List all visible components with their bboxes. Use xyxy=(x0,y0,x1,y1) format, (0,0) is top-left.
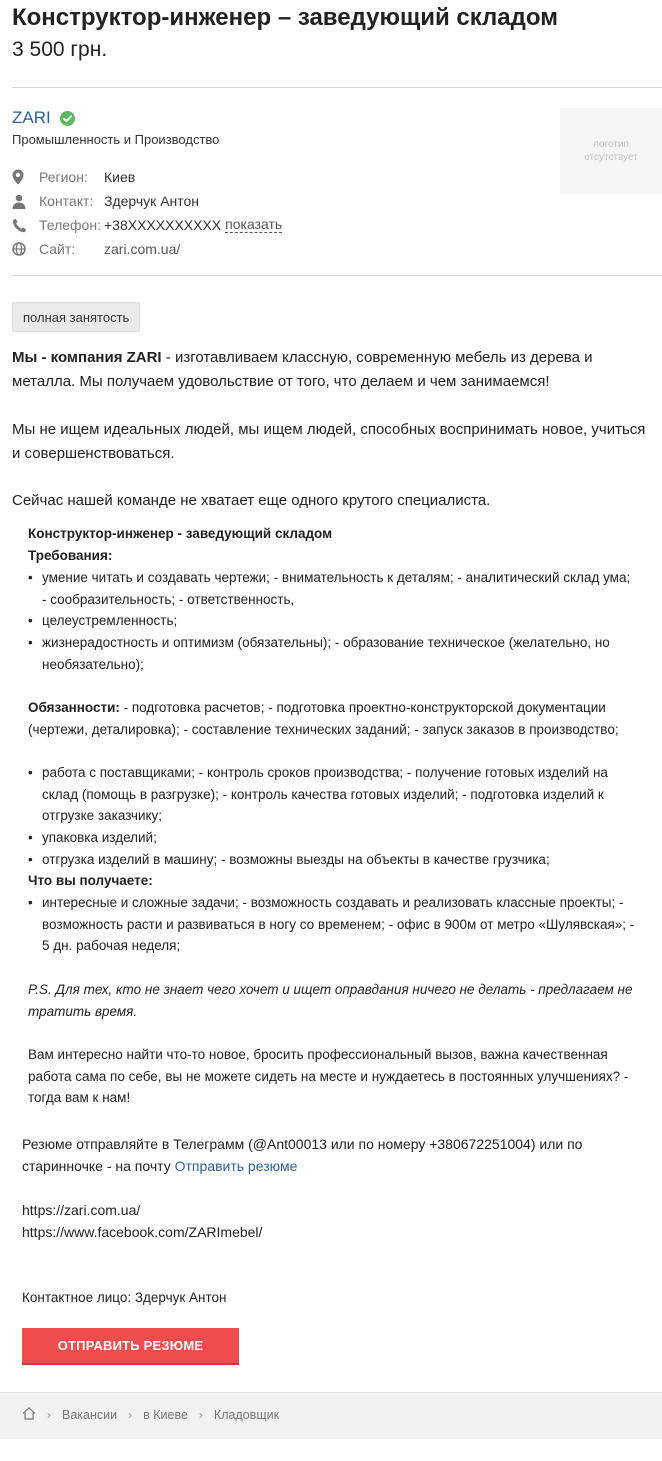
list-item: • умение читать и создавать чертежи; - внимательность к деталям; - аналитический склад ума; - сообразительность; - ответственность, xyxy=(28,567,638,610)
intro-rest: - изготавливаем классную, современную мебель из дерева и металла. Мы получаем удовольствие от того, что делаем и чем занимаемся! xyxy=(12,349,593,390)
website-link[interactable]: https://zari.com.ua/ xyxy=(22,1202,141,1218)
intro-paragraph xyxy=(12,346,652,394)
person-icon xyxy=(12,193,32,209)
region-label: Регион: xyxy=(39,169,88,185)
site-row xyxy=(12,239,180,259)
company-name-link[interactable]: ZARI xyxy=(12,108,51,127)
send-resume-link[interactable]: Отправить резюме xyxy=(174,1158,298,1174)
resume-paragraph xyxy=(22,1133,642,1177)
duties-heading: Обязанности: xyxy=(28,700,120,715)
list-item: • работа с поставщиками; - контроль сроков производства; - получение готовых изделий на склад (помощь в разгрузке); - контроль качества готовых изделий; - подготовка изделий к отгрузке заказчику; xyxy=(28,762,638,827)
chevron-right-icon: › xyxy=(47,1408,51,1422)
show-phone-link[interactable]: показать xyxy=(225,216,283,232)
intro-bold: Мы - компания ZARI xyxy=(12,349,162,366)
duties-intro: - подготовка расчетов; - подготовка проектно-конструкторской документации (чертежи, деталировка); - составление технических заданий; - запуск заказов в производство; xyxy=(28,700,619,737)
breadcrumb xyxy=(22,1404,279,1426)
company-industry: Промышленность и Производство xyxy=(12,132,220,147)
site-link[interactable]: zari.com.ua/ xyxy=(104,241,181,257)
region-row xyxy=(12,167,135,187)
requirements-heading: Требования: xyxy=(28,548,113,563)
contact-row xyxy=(12,191,199,211)
region-value: Киев xyxy=(104,169,136,185)
phone-row xyxy=(12,215,282,235)
list-item: • упаковка изделий; xyxy=(28,827,638,849)
phone-value: +38XXXXXXXXXX xyxy=(104,217,222,233)
employment-type-badge: полная занятость xyxy=(12,302,140,332)
company-logo-placeholder xyxy=(560,108,662,194)
chevron-right-icon: › xyxy=(198,1408,203,1422)
breadcrumb-item[interactable]: в Киеве xyxy=(143,1408,188,1422)
contact-value: Здерчук Антон xyxy=(104,193,200,209)
facebook-link[interactable]: https://www.facebook.com/ZARImebel/ xyxy=(22,1224,263,1240)
divider xyxy=(12,87,662,88)
home-icon[interactable] xyxy=(22,1407,36,1423)
position-heading: Конструктор-инженер - заведующий складом xyxy=(28,526,333,541)
list-item: • интересные и сложные задачи; - возможность создавать и реализовать классные проекты; - возможность расти и развиваться в ногу со временем; - офис в 900м от метро «Шулявская»; - 5 дн. рабочая неделя; xyxy=(28,892,638,957)
paragraph: Мы не ищем идеальных людей, мы ищем людей, способных воспринимать новое, учиться и совершенствоваться. xyxy=(12,421,646,462)
job-title: Конструктор-инженер – заведующий складом xyxy=(12,4,558,31)
verified-check-icon xyxy=(60,111,75,126)
send-resume-button[interactable]: ОТПРАВИТЬ РЕЗЮМЕ xyxy=(22,1328,239,1363)
benefits-heading: Что вы получаете: xyxy=(28,873,153,888)
contact-label: Контакт: xyxy=(39,193,94,209)
site-label: Сайт: xyxy=(39,241,76,257)
list-item: • жизнерадостность и оптимизм (обязательны); - образование техническое (желательно, но необязательно); xyxy=(28,632,638,675)
globe-icon xyxy=(12,241,32,257)
interest-paragraph: Вам интересно найти что-то новое, бросить профессиональный вызов, важна качественная работа сама по себе, вы не можете сидеть на месте и нуждаетесь в постоянных улучшениях? - тогда вам к нам! xyxy=(28,1047,629,1105)
breadcrumb-item[interactable]: Кладовщик xyxy=(213,1408,280,1422)
resume-text: Резюме отправляйте в Телеграмм (@Ant00013 или по номеру +380672251004) или по старинночке - на почту xyxy=(22,1136,583,1174)
logo-placeholder-text: логотип отсутствует xyxy=(584,139,638,163)
phone-icon xyxy=(12,217,32,233)
list-item: • целеустремленность; xyxy=(28,610,638,632)
salary: 3 500 грн. xyxy=(12,38,108,61)
divider xyxy=(12,275,662,276)
location-pin-icon xyxy=(12,169,32,185)
paragraph: Сейчас нашей команде не хватает еще одного крутого специалиста. xyxy=(12,492,491,509)
ps-paragraph: P.S. Для тех, кто не знает чего хочет и ищет оправдания ничего не делать - предлагаем не тратить время. xyxy=(28,982,633,1019)
chevron-right-icon: › xyxy=(128,1408,133,1422)
list-item: • отгрузка изделий в машину; - возможны выезды на объекты в качестве грузчика; xyxy=(28,849,638,871)
contact-person: Контактное лицо: Здерчук Антон xyxy=(22,1290,227,1305)
breadcrumb-item[interactable]: Вакансии xyxy=(62,1408,118,1422)
duties-paragraph xyxy=(28,697,638,740)
phone-label: Телефон: xyxy=(39,217,101,233)
